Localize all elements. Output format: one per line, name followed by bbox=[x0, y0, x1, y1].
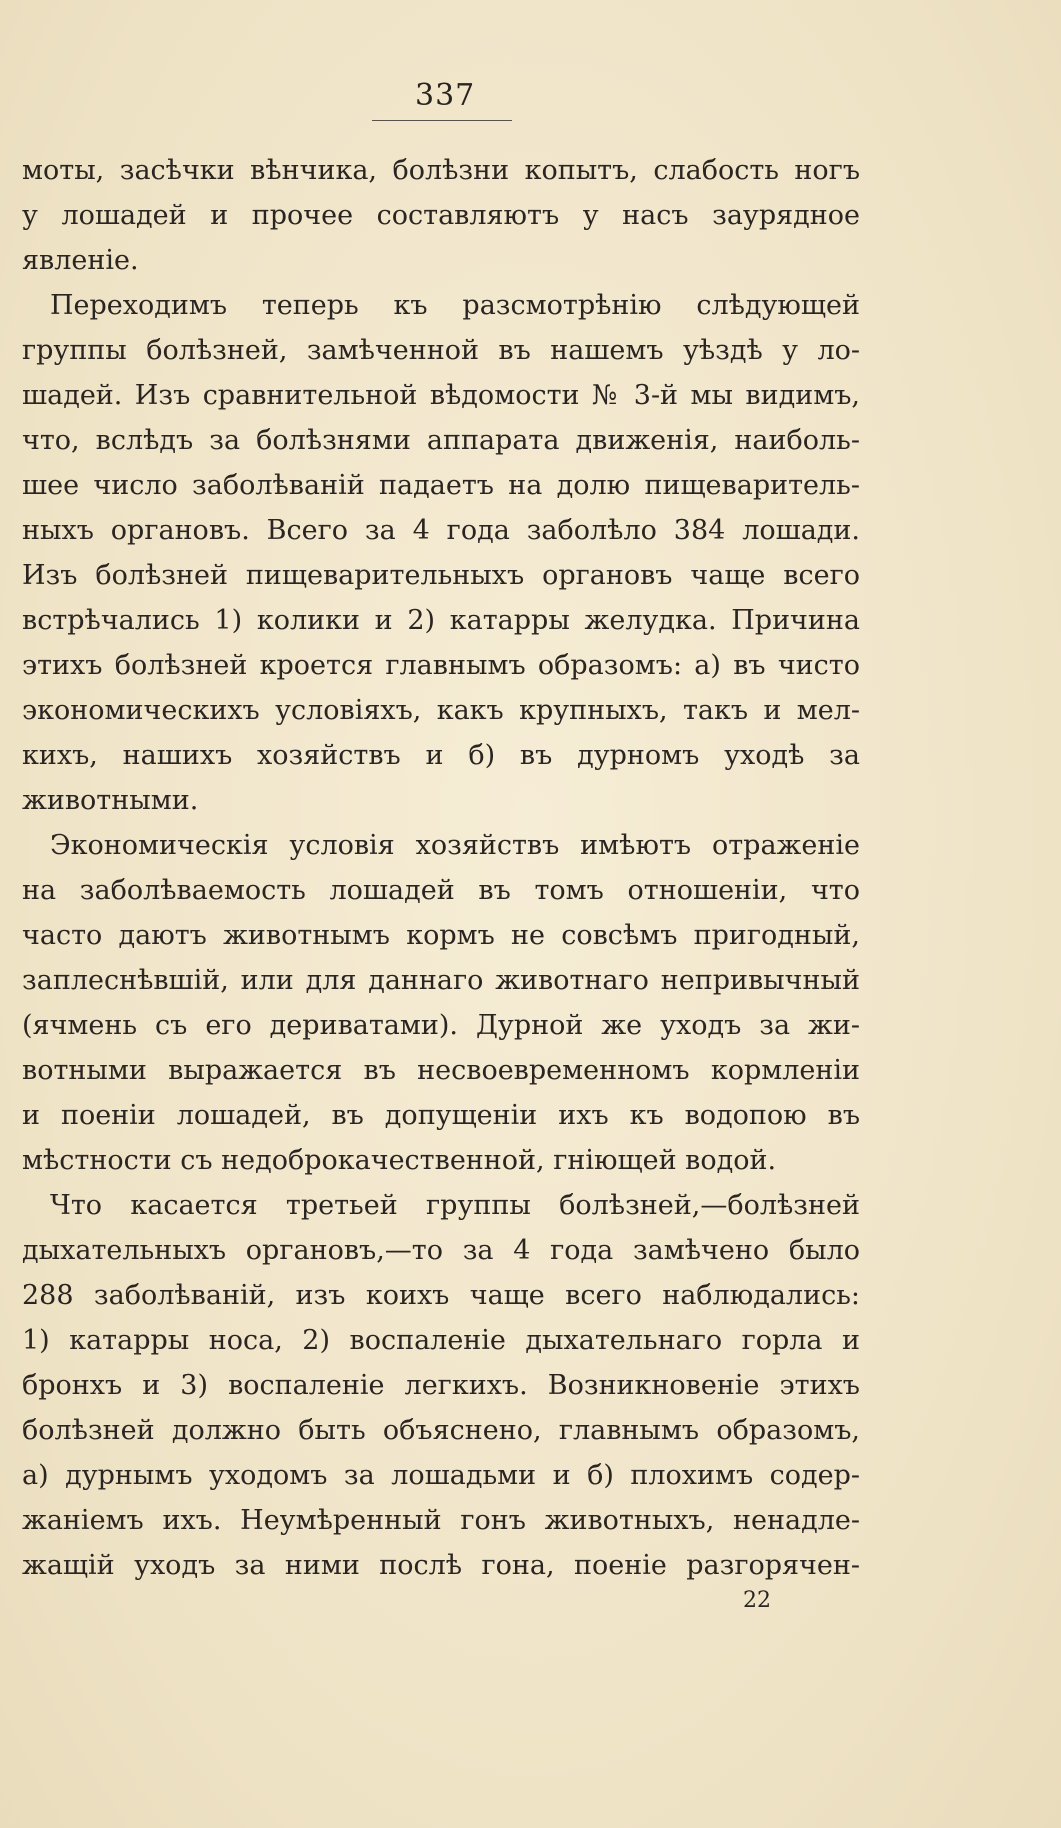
text-line: 288 заболѣванiй, изъ коихъ чаще всего наблюдались: bbox=[22, 1280, 860, 1311]
text-line: дыхательныхъ органовъ,—то за 4 года замѣчено было bbox=[22, 1235, 860, 1266]
text-line: болѣзней должно быть объяснено, главнымъ образомъ, bbox=[22, 1415, 860, 1446]
text-line: (ячмень съ его дериватами). Дурной же уходъ за жи- bbox=[22, 1010, 860, 1041]
header-rule bbox=[372, 120, 512, 121]
text-line: бронхъ и 3) воспаленiе легкихъ. Возникновенiе этихъ bbox=[22, 1370, 860, 1401]
text-line: заплеснѣвшiй, или для даннаго животнаго непривычный bbox=[22, 965, 860, 996]
page-number: 337 bbox=[415, 78, 476, 113]
text-line: вотными выражается въ несвоевременномъ кормленiи bbox=[22, 1055, 860, 1086]
text-line: встрѣчались 1) колики и 2) катарры желудка. Причина bbox=[22, 605, 860, 636]
text-line: шадей. Изъ сравнительной вѣдомости № 3-й мы видимъ, bbox=[22, 380, 860, 411]
text-line: этихъ болѣзней кроется главнымъ образомъ: а) въ чисто bbox=[22, 650, 860, 681]
text-line: часто даютъ животнымъ кормъ не совсѣмъ пригодный, bbox=[22, 920, 860, 951]
text-line: у лошадей и прочее составляютъ у насъ заурядное bbox=[22, 200, 860, 231]
text-line: жанiемъ ихъ. Неумѣренный гонъ животныхъ, ненадле- bbox=[22, 1505, 860, 1536]
text-line: ныхъ органовъ. Всего за 4 года заболѣло 384 лошади. bbox=[22, 515, 860, 546]
text-line: экономическихъ условiяхъ, какъ крупныхъ, такъ и мел- bbox=[22, 695, 860, 726]
text-line: Переходимъ теперь къ разсмотрѣнiю слѣдующей bbox=[50, 290, 860, 321]
text-line: Что касается третьей группы болѣзней,—болѣзней bbox=[50, 1190, 860, 1221]
text-line: жащiй уходъ за ними послѣ гона, поенiе разгорячен- bbox=[22, 1550, 860, 1581]
body-text bbox=[22, 148, 860, 1588]
text-line: и поенiи лошадей, въ допущенiи ихъ къ водопою въ bbox=[22, 1100, 860, 1131]
text-line: Изъ болѣзней пищеварительныхъ органовъ чаще всего bbox=[22, 560, 860, 591]
text-line: шее число заболѣванiй падаетъ на долю пищеваритель- bbox=[22, 470, 860, 501]
text-line: мѣстности съ недоброкачественной, гнiющей водой. bbox=[22, 1145, 777, 1176]
text-line: что, вслѣдъ за болѣзнями аппарата движенiя, наиболь- bbox=[22, 425, 860, 456]
text-line: Экономическiя условiя хозяйствъ имѣютъ отраженiе bbox=[50, 830, 860, 861]
text-line: явленiе. bbox=[22, 245, 139, 276]
text-line: на заболѣваемость лошадей въ томъ отношенiи, что bbox=[22, 875, 860, 906]
text-line: моты, засѣчки вѣнчика, болѣзни копытъ, слабость ногъ bbox=[22, 155, 860, 186]
signature-mark: 22 bbox=[743, 1588, 771, 1613]
text-line: животными. bbox=[22, 785, 199, 816]
text-line: а) дурнымъ уходомъ за лошадьми и б) плохимъ содер- bbox=[22, 1460, 860, 1491]
text-line: кихъ, нашихъ хозяйствъ и б) въ дурномъ уходѣ за bbox=[22, 740, 860, 771]
text-line: 1) катарры носа, 2) воспаленiе дыхательнаго горла и bbox=[22, 1325, 860, 1356]
text-line: группы болѣзней, замѣченной въ нашемъ уѣздѣ у ло- bbox=[22, 335, 860, 366]
